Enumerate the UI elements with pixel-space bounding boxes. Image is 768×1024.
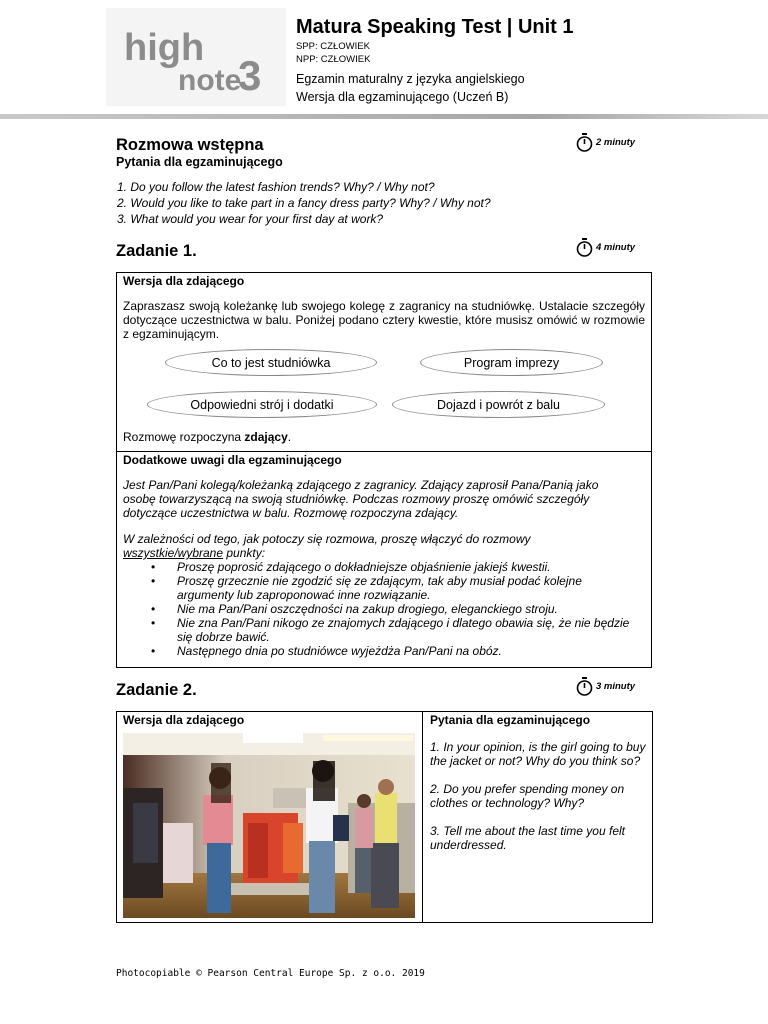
task1-student-section (123, 274, 645, 341)
list-item: • Nie zna Pan/Pani nikogo ze znajomych zdającego i dlatego obawia się, że nie będzie się dobrze bawić. (123, 616, 633, 644)
task2-question: 3. Tell me about the last time you felt underdressed. (430, 824, 625, 852)
starts-suffix: . (287, 430, 292, 444)
list-item: • Proszę grzecznie nie zgodzić się ze zdającym, tak aby musiał podać kolejne argumenty lub zaproponować inne rozwiązanie. (123, 574, 633, 602)
svg-text:3: 3 (238, 52, 262, 94)
topic-ellipse: Program imprezy (420, 349, 603, 376)
page-title: Matura Speaking Test | Unit 1 (296, 16, 574, 38)
timer-label: 2 minuty (596, 137, 636, 148)
intro-title: Rozmowa wstępna (116, 136, 264, 154)
list-item: • Nie ma Pan/Pani oszczędności na zakup drogiego, eleganckiego stroju. (123, 602, 633, 616)
task2-examiner-heading: Pytania dla egzaminującego (430, 713, 591, 727)
header-text (296, 14, 574, 106)
header (0, 0, 768, 112)
task1-timer (576, 238, 635, 257)
task2-examiner-section (430, 713, 648, 852)
intro-question: 3. What would you wear for your first day at work? (117, 212, 384, 226)
stopwatch-icon (576, 677, 593, 696)
task1-examiner-section (123, 453, 633, 658)
dependency-text: W zależności od tego, jak potoczy się rozmowa, proszę włączyć do rozmowy (123, 532, 531, 546)
spp-label: SPP: CZŁOWIEK (296, 41, 370, 52)
starts-bold: zdający (244, 430, 288, 444)
task1-student-heading: Wersja dla zdającego (123, 274, 245, 288)
task1-dependency (123, 532, 633, 560)
task1-title: Zadanie 1. (116, 242, 197, 260)
topic-ellipse: Co to jest studniówka (165, 349, 377, 376)
high-note-logo (122, 22, 272, 94)
logo-box (106, 8, 286, 106)
list-item: • Następnego dnia po studniówce wyjeżdża Pan/Pani na obóz. (123, 644, 633, 658)
topic-ellipse: Odpowiedni strój i dodatki (147, 391, 377, 418)
task2-column-divider (422, 712, 423, 922)
intro-subtitle: Pytania dla egzaminującego (116, 155, 283, 169)
task1-student-text: Zapraszasz swoją koleżankę lub swojego kolegę z zagranicy na studniówkę. Ustalacie szczegóły dotyczące uczestnictwa w balu. Poniżej podano cztery kwestie, które musisz omówić w rozmowie z egzaminującym. (123, 299, 645, 341)
intro-question: 2. Would you like to take part in a fancy dress party? Why? / Why not? (117, 196, 491, 210)
topic-ellipse: Dojazd i powrót z balu (392, 391, 605, 418)
stopwatch-icon (576, 238, 593, 257)
intro-question: 1. Do you follow the latest fashion trends? Why? / Why not? (117, 180, 435, 194)
task1-starts-line (123, 430, 291, 444)
svg-text:note: note (178, 64, 242, 94)
version-label: Wersja dla egzaminującego (Uczeń B) (296, 90, 509, 104)
task1-bullets (123, 560, 633, 658)
task2-box (116, 711, 653, 923)
task1-box (116, 272, 652, 668)
task2-student-heading: Wersja dla zdającego (123, 713, 245, 727)
dependency-suffix: punkty: (223, 546, 266, 560)
shopping-photo (123, 733, 415, 918)
intro-timer (576, 133, 635, 152)
task2-question: 1. In your opinion, is the girl going to buy the jacket or not? Why do you think so? (430, 740, 646, 768)
dependency-underlined: wszystkie/wybrane (123, 546, 224, 560)
starts-prefix: Rozmowę rozpoczyna (123, 430, 245, 444)
header-divider (0, 114, 768, 119)
intro-questions (117, 179, 491, 227)
stopwatch-icon (576, 133, 593, 152)
timer-label: 3 minuty (596, 681, 636, 692)
svg-text:high: high (124, 27, 205, 69)
task1-examiner-heading: Dodatkowe uwagi dla egzaminującego (123, 453, 342, 467)
task2-question: 2. Do you prefer spending money on clothes or technology? Why? (430, 782, 625, 810)
task1-examiner-text: Jest Pan/Pani kolegą/koleżanką zdającego z zagranicy. Zdający zaprosił Pana/Panią jako osobę towarzyszącą na swoją studniówkę. Podczas rozmowy proszę omówić szczegóły dotyczące uczestnictwa w balu. Rozmowę rozpoczyna zdający. (123, 478, 599, 520)
task1-divider (117, 451, 651, 452)
footer-copyright: Photocopiable © Pearson Central Europe Sp. z o.o. 2019 (116, 968, 425, 979)
task2-timer (576, 677, 635, 696)
npp-label: NPP: CZŁOWIEK (296, 54, 371, 65)
list-item: • Proszę poprosić zdającego o dokładniejsze objaśnienie jakiejś kwestii. (123, 560, 633, 574)
exam-label: Egzamin maturalny z języka angielskiego (296, 72, 525, 86)
task2-title: Zadanie 2. (116, 681, 197, 699)
timer-label: 4 minuty (596, 242, 636, 253)
